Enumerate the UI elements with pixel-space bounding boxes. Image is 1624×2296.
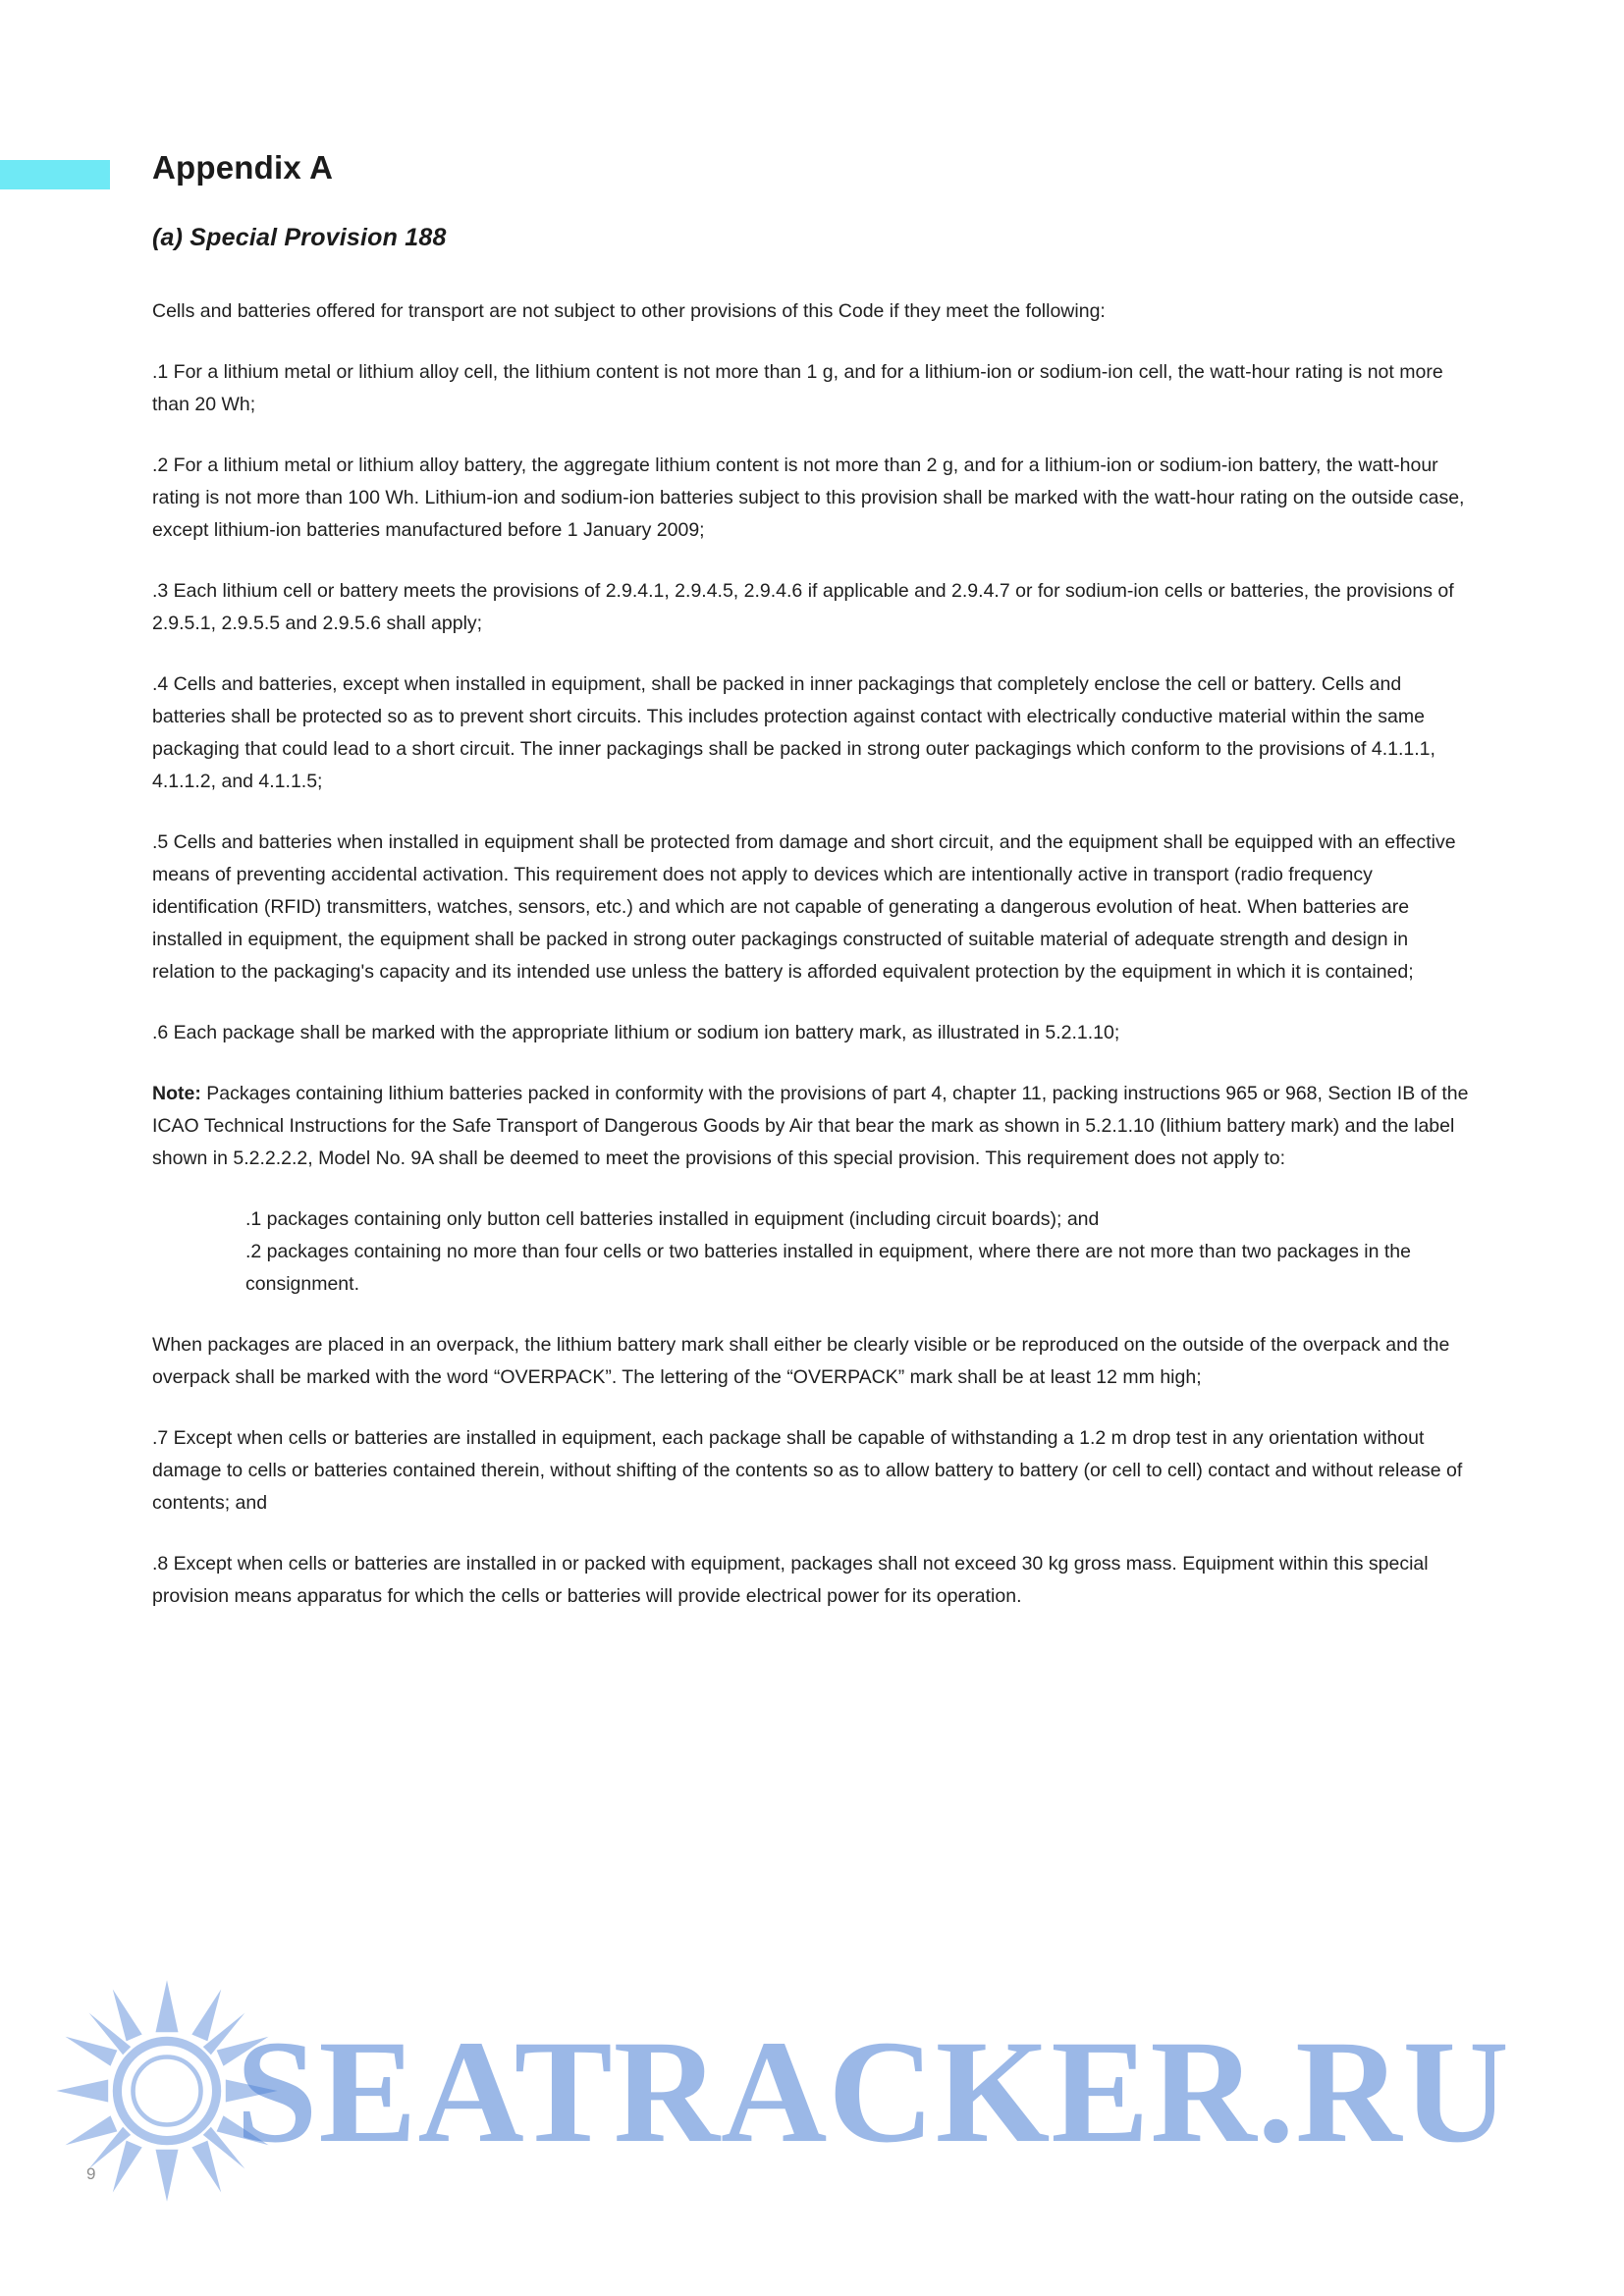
note-label: Note: <box>152 1083 201 1104</box>
provision-paragraph-5: .5 Cells and batteries when installed in equipment shall be protected from damage and short circuit, and the equipment shall be equipped with an effective means of preventing accidental activation. This requirement does not apply to devices which are intentionally active in transport (radio frequency identification (RFID) transmitters, watches, sensors, etc.) and which are not capable of generating a dangerous evolution of heat. When batteries are installed in equipment, the equipment shall be packed in strong outer packagings constructed of suitable material of adequate strength and design in relation to the packaging's capacity and its intended use unless the battery is afforded equivalent protection by the equipment in which it is contained; <box>152 831 1456 983</box>
note-paragraph <box>152 1049 1473 1175</box>
note-sub-item-1: .1 packages containing only button cell batteries installed in equipment (including circuit boards); and <box>245 1208 1100 1230</box>
note-sub-items <box>245 1175 1473 1301</box>
watermark-text: SEATRACKER.RU <box>236 2010 1510 2173</box>
page-number: 9 <box>86 2164 96 2183</box>
heading-accent-bar <box>0 160 110 189</box>
intro-paragraph: Cells and batteries offered for transport are not subject to other provisions of this Code if they meet the following: <box>152 300 1106 322</box>
provision-paragraph-3: .3 Each lithium cell or battery meets the provisions of 2.9.4.1, 2.9.4.5, 2.9.4.6 if applicable and 2.9.4.7 or for sodium-ion cells or batteries, the provisions of 2.9.5.1, 2.9.5.5 and 2.9.5.6 shall apply; <box>152 580 1454 634</box>
provision-paragraph-8: .8 Except when cells or batteries are installed in or packed with equipment, packages shall not exceed 30 kg gross mass. Equipment within this special provision means apparatus for which the cells or batteries will provide electrical power for its operation. <box>152 1553 1429 1607</box>
document-content <box>152 0 1473 1613</box>
provision-paragraph-1: .1 For a lithium metal or lithium alloy cell, the lithium content is not more than 1 g, and for a lithium-ion or sodium-ion cell, the watt-hour rating is not more than 20 Wh; <box>152 361 1443 415</box>
note-text: Packages containing lithium batteries packed in conformity with the provisions of part 4, chapter 11, packing instructions 965 or 968, Section IB of the ICAO Technical Instructions for the Safe Transport of Dangerous Goods by Air that bear the mark as shown in 5.2.1.10 (lithium battery mark) and the label shown in 5.2.2.2.2, Model No. 9A shall be deemed to meet the provisions of this special provision. This requirement does not apply to: <box>152 1083 1469 1169</box>
provision-paragraph-2: .2 For a lithium metal or lithium alloy battery, the aggregate lithium content is not more than 2 g, and for a lithium-ion or sodium-ion battery, the watt-hour rating is not more than 100 Wh. Lithium-ion and sodium-ion batteries subject to this provision shall be marked with the watt-hour rating on the outside case, except lithium-ion batteries manufactured before 1 January 2009; <box>152 454 1465 541</box>
page-title: Appendix A <box>152 149 334 186</box>
section-title: (a) Special Provision 188 <box>152 224 447 251</box>
note-sub-item-2: .2 packages containing no more than four cells or two batteries installed in equipment, where there are not more than two packages in the consignment. <box>245 1241 1411 1295</box>
watermark <box>0 1949 1624 2296</box>
overpack-paragraph: When packages are placed in an overpack, the lithium battery mark shall either be clearly visible or be reproduced on the outside of the overpack and the overpack shall be marked with the word “OVERPACK”. The lettering of the “OVERPACK” mark shall be at least 12 mm high; <box>152 1334 1450 1388</box>
provision-paragraph-7: .7 Except when cells or batteries are installed in equipment, each package shall be capable of withstanding a 1.2 m drop test in any orientation without damage to cells or batteries contained therein, without shifting of the contents so as to allow battery to battery (or cell to cell) contact and without release of contents; and <box>152 1427 1463 1514</box>
provision-paragraph-4: .4 Cells and batteries, except when installed in equipment, shall be packed in inner packagings that completely enclose the cell or battery. Cells and batteries shall be protected so as to prevent short circuits. This includes protection against contact with electrically conductive material within the same packaging that could lead to a short circuit. The inner packagings shall be packed in strong outer packagings which conform to the provisions of 4.1.1.1, 4.1.1.2, and 4.1.1.5; <box>152 673 1435 792</box>
provision-paragraph-6: .6 Each package shall be marked with the appropriate lithium or sodium ion battery mark, as illustrated in 5.2.1.10; <box>152 1022 1120 1043</box>
